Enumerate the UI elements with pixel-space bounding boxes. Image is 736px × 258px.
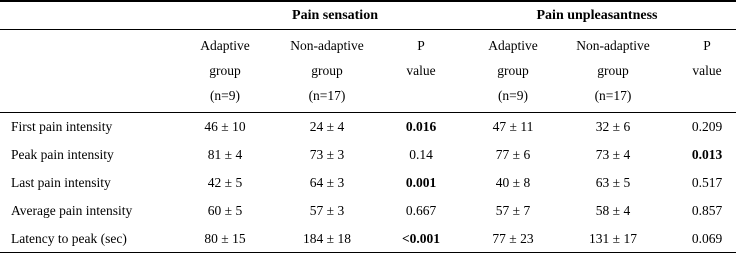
table-cell: 0.517 bbox=[691, 175, 723, 190]
row-label: Average pain intensity bbox=[11, 203, 133, 218]
subheader-rule bbox=[0, 112, 736, 113]
column-header-1-line-2: (n=17) bbox=[308, 88, 346, 103]
row-label: Last pain intensity bbox=[11, 175, 111, 190]
row-label: Latency to peak (sec) bbox=[11, 231, 127, 246]
table-cell: <0.001 bbox=[401, 231, 441, 246]
table-cell: 32 ± 6 bbox=[595, 119, 631, 134]
table-cell: 73 ± 4 bbox=[595, 147, 631, 162]
table-cell: 0.069 bbox=[691, 231, 723, 246]
group-header-pain-sensation: Pain sensation bbox=[292, 8, 378, 23]
table-cell: 0.001 bbox=[405, 175, 437, 190]
column-header-3-line-1: group bbox=[497, 63, 529, 78]
header-rule bbox=[0, 29, 736, 30]
table-cell: 24 ± 4 bbox=[309, 119, 345, 134]
row-label: First pain intensity bbox=[11, 119, 113, 134]
column-header-3-line-0: Adaptive bbox=[488, 38, 538, 53]
top-rule bbox=[0, 0, 736, 2]
column-header-3-line-2: (n=9) bbox=[497, 88, 529, 103]
table-cell: 42 ± 5 bbox=[207, 175, 243, 190]
table-cell: 131 ± 17 bbox=[589, 231, 637, 246]
column-header-0-line-2: (n=9) bbox=[209, 88, 241, 103]
column-header-0-line-0: Adaptive bbox=[200, 38, 250, 53]
column-header-1-line-0: Non-adaptive bbox=[290, 38, 364, 53]
row-label: Peak pain intensity bbox=[11, 147, 114, 162]
table-cell: 77 ± 6 bbox=[495, 147, 531, 162]
column-header-0-line-1: group bbox=[209, 63, 241, 78]
table-cell: 47 ± 11 bbox=[492, 119, 534, 134]
group-header-pain-unpleasantness: Pain unpleasantness bbox=[536, 8, 658, 23]
column-header-4-line-2: (n=17) bbox=[594, 88, 632, 103]
table-cell: 40 ± 8 bbox=[495, 175, 531, 190]
column-header-4-line-0: Non-adaptive bbox=[576, 38, 650, 53]
table-cell: 0.14 bbox=[409, 147, 433, 162]
table-cell: 73 ± 3 bbox=[309, 147, 345, 162]
table-cell: 81 ± 4 bbox=[207, 147, 243, 162]
column-header-4-line-1: group bbox=[597, 63, 629, 78]
table-cell: 60 ± 5 bbox=[207, 203, 243, 218]
table-cell: 46 ± 10 bbox=[204, 119, 246, 134]
table-cell: 57 ± 3 bbox=[309, 203, 345, 218]
table-cell: 63 ± 5 bbox=[595, 175, 631, 190]
column-header-2-line-1: value bbox=[406, 63, 436, 78]
table-cell: 0.013 bbox=[691, 147, 723, 162]
column-header-5-line-1: value bbox=[692, 63, 722, 78]
table-cell: 64 ± 3 bbox=[309, 175, 345, 190]
column-header-1-line-1: group bbox=[311, 63, 343, 78]
table-cell: 0.016 bbox=[405, 119, 437, 134]
table-cell: 58 ± 4 bbox=[595, 203, 631, 218]
table-cell: 77 ± 23 bbox=[492, 231, 534, 246]
column-header-5-line-0: P bbox=[703, 38, 711, 53]
table-cell: 0.667 bbox=[405, 203, 437, 218]
table-cell: 57 ± 7 bbox=[495, 203, 531, 218]
table-cell: 0.209 bbox=[691, 119, 723, 134]
column-header-2-line-0: P bbox=[417, 38, 425, 53]
table-cell: 184 ± 18 bbox=[303, 231, 351, 246]
table-cell: 80 ± 15 bbox=[204, 231, 246, 246]
bottom-rule bbox=[0, 252, 736, 253]
table-cell: 0.857 bbox=[691, 203, 723, 218]
